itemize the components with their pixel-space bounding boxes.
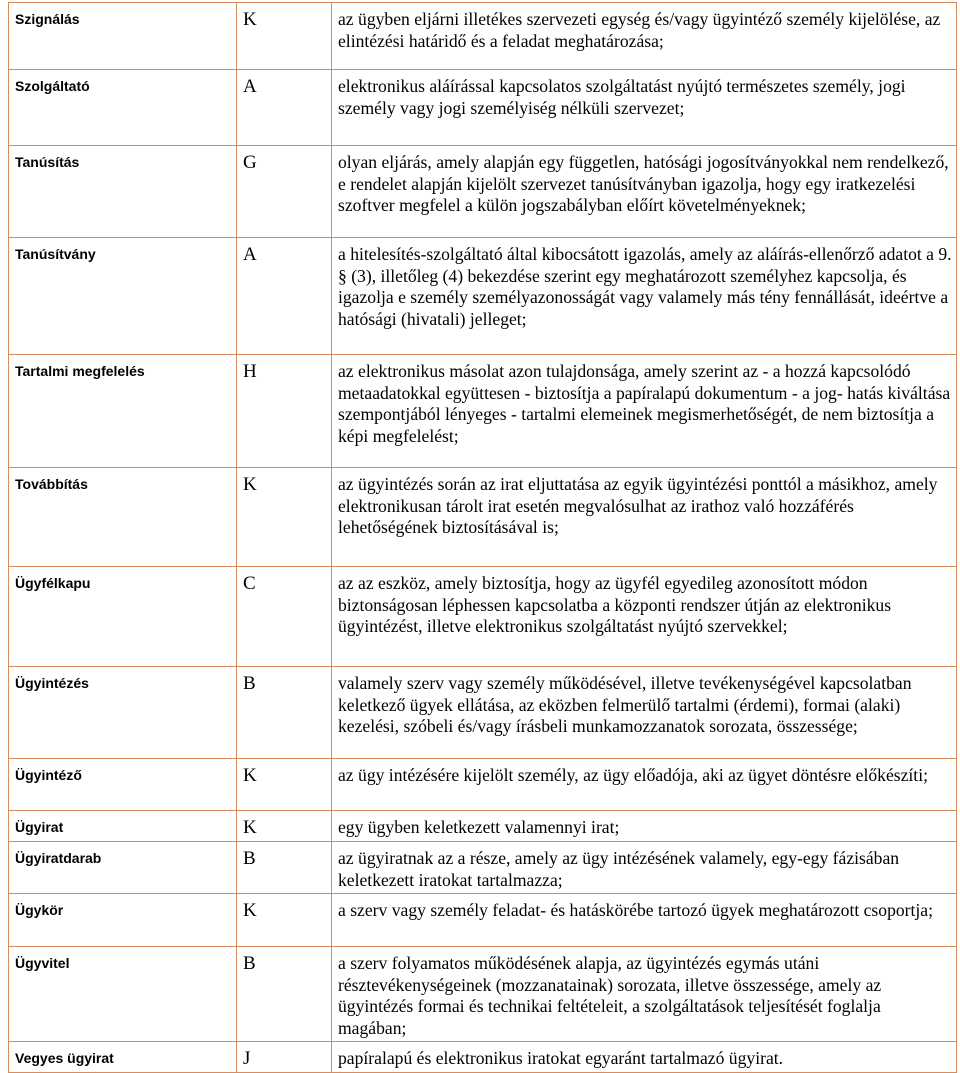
table-row bbox=[9, 1042, 957, 1073]
table-row bbox=[9, 947, 957, 1042]
definition-cell: az ügyiratnak az a része, amely az ügy intézésének valamely, egy-egy fázisában keletkezett iratokat tartalmazza; bbox=[332, 842, 957, 894]
term-cell: Ügyiratdarab bbox=[9, 842, 237, 894]
code-cell: K bbox=[237, 894, 332, 947]
table-row bbox=[9, 70, 957, 146]
definition-cell: a hitelesítés-szolgáltató által kibocsátott igazolás, amely az aláírás-ellenőrző adatot a 9. § (3), illetőleg (4) bekezdése szerint egy meghatározott személyhez kapcsolja, és igazolja e személy személyazonosságát vagy valamely más tény fennállását, ideértve a hatósági (hivatali) jelleget; bbox=[332, 238, 957, 355]
definition-cell: a szerv folyamatos működésének alapja, az ügyintézés egymás utáni résztevékenységeinek (mozzanatainak) sorozata, illetve összessége, amely az ügyintézés formai és technikai feltételeit, a szolgáltatások teljesítését foglalja magában; bbox=[332, 947, 957, 1042]
code-cell: A bbox=[237, 238, 332, 355]
code-cell: C bbox=[237, 567, 332, 667]
code-cell: K bbox=[237, 468, 332, 567]
glossary-table bbox=[8, 2, 957, 1073]
table-row bbox=[9, 146, 957, 238]
code-cell: A bbox=[237, 70, 332, 146]
definition-cell: az ügy intézésére kijelölt személy, az ügy előadója, aki az ügyet döntésre előkészíti; bbox=[332, 759, 957, 811]
table-row bbox=[9, 667, 957, 759]
term-cell: Tanúsítás bbox=[9, 146, 237, 238]
term-cell: Szignálás bbox=[9, 3, 237, 70]
definition-cell: valamely szerv vagy személy működésével, illetve tevékenységével kapcsolatban keletkező ügyek ellátása, az eközben felmerülő tartalmi (érdemi), formai (alaki) kezelési, szóbeli és/vagy írásbeli munkamozzanatok sorozata, összessége; bbox=[332, 667, 957, 759]
table-row bbox=[9, 355, 957, 468]
definition-cell: az elektronikus másolat azon tulajdonsága, amely szerint az - a hozzá kapcsolódó metaadatokkal együttesen - biztosítja a papíralapú dokumentum - a jog- hatás kiváltása szempontjából lényeges - tartalmi elemeinek megismerhetőségét, de nem biztosítja a képi megfelelést; bbox=[332, 355, 957, 468]
term-cell: Ügyvitel bbox=[9, 947, 237, 1042]
code-cell: K bbox=[237, 759, 332, 811]
term-cell: Szolgáltató bbox=[9, 70, 237, 146]
term-cell: Továbbítás bbox=[9, 468, 237, 567]
table-row bbox=[9, 567, 957, 667]
table-row bbox=[9, 759, 957, 811]
term-cell: Ügyirat bbox=[9, 811, 237, 842]
code-cell: K bbox=[237, 811, 332, 842]
definition-cell: papíralapú és elektronikus iratokat egyaránt tartalmazó ügyirat. bbox=[332, 1042, 957, 1073]
term-cell: Ügyintézés bbox=[9, 667, 237, 759]
code-cell: G bbox=[237, 146, 332, 238]
definition-cell: a szerv vagy személy feladat- és hatáskörébe tartozó ügyek meghatározott csoportja; bbox=[332, 894, 957, 947]
code-cell: J bbox=[237, 1042, 332, 1073]
definition-cell: olyan eljárás, amely alapján egy független, hatósági jogosítványokkal nem rendelkező, e rendelet alapján kijelölt szervezet tanúsítványban igazolja, hogy egy iratkezelési szoftver megfelel a külön jogszabályban előírt követelményeknek; bbox=[332, 146, 957, 238]
code-cell: B bbox=[237, 842, 332, 894]
code-cell: B bbox=[237, 667, 332, 759]
code-cell: K bbox=[237, 3, 332, 70]
table-row bbox=[9, 894, 957, 947]
definition-cell: az az eszköz, amely biztosítja, hogy az ügyfél egyedileg azonosított módon biztonságosan léphessen kapcsolatba a központi rendszer útján az elektronikus ügyintézést, illetve elektronikus szolgáltatást nyújtó szervekkel; bbox=[332, 567, 957, 667]
table-row bbox=[9, 238, 957, 355]
term-cell: Tartalmi megfelelés bbox=[9, 355, 237, 468]
term-cell: Tanúsítvány bbox=[9, 238, 237, 355]
term-cell: Vegyes ügyirat bbox=[9, 1042, 237, 1073]
table-row bbox=[9, 3, 957, 70]
table-row bbox=[9, 811, 957, 842]
term-cell: Ügyfélkapu bbox=[9, 567, 237, 667]
code-cell: H bbox=[237, 355, 332, 468]
table-row bbox=[9, 468, 957, 567]
definition-cell: egy ügyben keletkezett valamennyi irat; bbox=[332, 811, 957, 842]
term-cell: Ügyintéző bbox=[9, 759, 237, 811]
definition-cell: elektronikus aláírással kapcsolatos szolgáltatást nyújtó természetes személy, jogi személy vagy jogi személyiség nélküli szervezet; bbox=[332, 70, 957, 146]
definition-cell: az ügyben eljárni illetékes szervezeti egység és/vagy ügyintéző személy kijelölése, az elintézési határidő és a feladat meghatározása; bbox=[332, 3, 957, 70]
definition-cell: az ügyintézés során az irat eljuttatása az egyik ügyintézési ponttól a másikhoz, amely elektronikusan tárolt irat esetén megvalósulhat az irathoz való hozzáférés lehetőségének biztosításával is; bbox=[332, 468, 957, 567]
code-cell: B bbox=[237, 947, 332, 1042]
term-cell: Ügykör bbox=[9, 894, 237, 947]
table-row bbox=[9, 842, 957, 894]
glossary-body bbox=[9, 3, 957, 1073]
